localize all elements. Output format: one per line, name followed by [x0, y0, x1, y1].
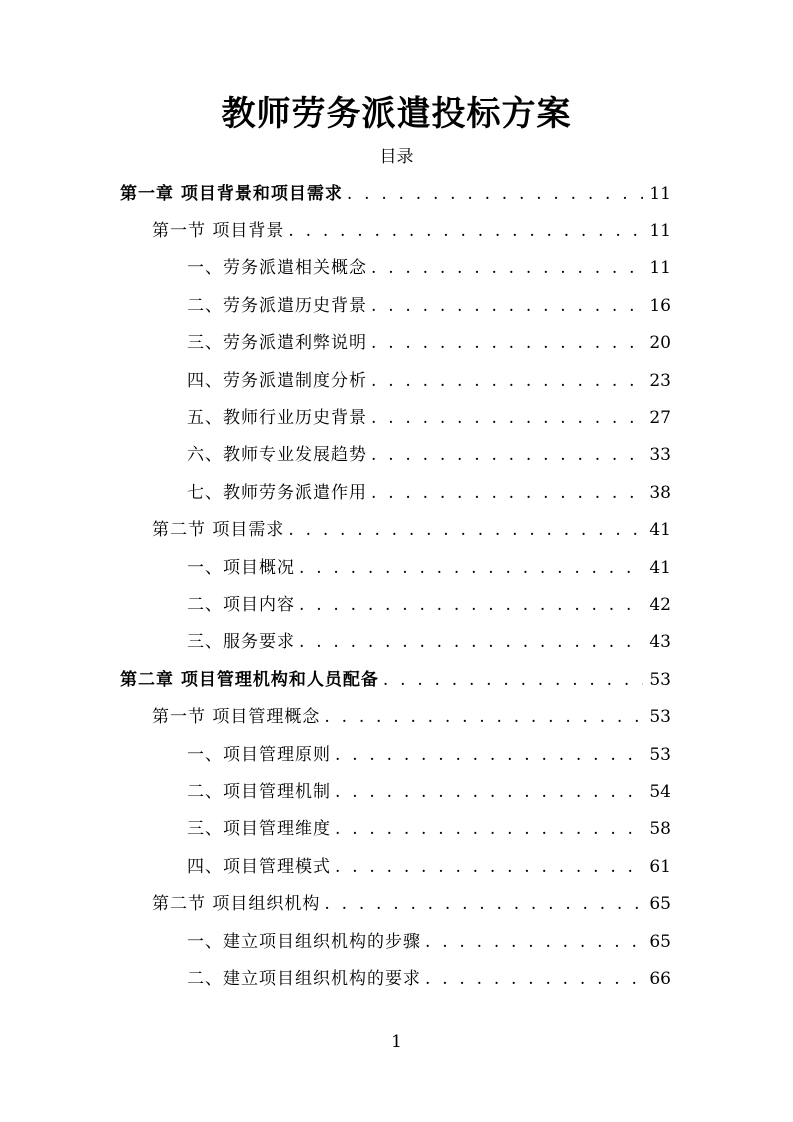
toc-entry-page: 53 [649, 744, 671, 765]
toc-entry[interactable] [0, 586, 793, 623]
toc-entry-page: 20 [649, 333, 671, 354]
toc-dot-leader [335, 817, 643, 841]
toc-entry-label: 三、劳务派遣利弊说明 [187, 333, 367, 354]
toc-entry[interactable] [0, 212, 793, 249]
toc-entry[interactable] [0, 960, 793, 997]
toc-entry-label: 四、项目管理模式 [187, 856, 331, 877]
toc-entry-label: 二、项目管理机制 [187, 781, 331, 802]
document-title: 教师劳务派遣投标方案 [221, 94, 572, 134]
toc-entry-label: 三、服务要求 [187, 632, 295, 653]
toc-dot-leader [371, 406, 643, 430]
toc-entry-page: 65 [649, 894, 671, 915]
page-number: 1 [391, 1032, 402, 1052]
toc-entry-label: 三、项目管理维度 [187, 819, 331, 840]
toc-entry[interactable] [0, 698, 793, 735]
toc-dot-leader [371, 331, 643, 355]
toc-dot-leader [371, 256, 643, 280]
toc-entry-label: 二、劳务派遣历史背景 [187, 295, 367, 316]
toc-entry-label: 一、项目管理原则 [187, 744, 331, 765]
toc-entry-label: 五、教师行业历史背景 [187, 408, 367, 429]
toc-dot-leader [335, 855, 643, 879]
toc-dot-leader [335, 743, 643, 767]
toc-entry-page: 11 [649, 221, 671, 242]
toc-entry[interactable] [0, 848, 793, 885]
toc-dot-leader [288, 518, 643, 542]
toc-dot-leader [371, 294, 643, 318]
toc-entry-label: 一、建立项目组织机构的步骤 [187, 931, 421, 952]
toc-entry-page: 41 [649, 520, 671, 541]
toc-entry[interactable] [0, 362, 793, 399]
toc-dot-leader [288, 219, 643, 243]
toc-entry-label: 第一节 项目背景 [152, 221, 285, 242]
toc-entry-page: 53 [649, 669, 671, 690]
toc-dot-leader [425, 930, 643, 954]
toc-entry-page: 41 [649, 557, 671, 578]
toc-dot-leader [324, 892, 643, 916]
toc-entry[interactable] [0, 512, 793, 549]
toc-entry[interactable] [0, 885, 793, 922]
toc-entry-page: 33 [649, 445, 671, 466]
toc-entry[interactable] [0, 549, 793, 586]
toc-dot-leader [371, 481, 643, 505]
toc-entry[interactable] [0, 437, 793, 474]
toc-dot-leader [324, 705, 643, 729]
toc-heading: 目录 [379, 147, 414, 167]
toc-entry-page: 11 [649, 183, 671, 204]
toc-entry-page: 61 [649, 856, 671, 877]
toc-entry[interactable] [0, 624, 793, 661]
toc-entry[interactable] [0, 811, 793, 848]
toc-entry-page: 23 [649, 370, 671, 391]
toc-entry-label: 二、项目内容 [187, 594, 295, 615]
toc-dot-leader [299, 556, 643, 580]
toc-entry-label: 第一章 项目背景和项目需求 [120, 183, 343, 204]
toc-dot-leader [347, 182, 643, 206]
toc-entry-page: 42 [649, 594, 671, 615]
toc-entry[interactable] [0, 325, 793, 362]
toc-entry-page: 54 [649, 781, 671, 802]
toc-dot-leader [335, 780, 643, 804]
toc-entry-label: 六、教师专业发展趋势 [187, 445, 367, 466]
toc-entry-page: 11 [649, 258, 671, 279]
toc-entry[interactable] [0, 773, 793, 810]
toc-entry-label: 一、劳务派遣相关概念 [187, 258, 367, 279]
toc-dot-leader [425, 967, 643, 991]
table-of-contents [0, 175, 793, 998]
toc-entry[interactable] [0, 661, 793, 698]
toc-dot-leader [299, 630, 643, 654]
toc-entry-label: 第二节 项目组织机构 [152, 894, 321, 915]
toc-entry-label: 四、劳务派遣制度分析 [187, 370, 367, 391]
toc-entry-label: 第二节 项目需求 [152, 520, 285, 541]
toc-entry[interactable] [0, 474, 793, 511]
toc-entry-label: 一、项目概况 [187, 557, 295, 578]
toc-entry-page: 66 [649, 968, 671, 989]
toc-entry-label: 第一节 项目管理概念 [152, 707, 321, 728]
toc-entry-page: 16 [649, 295, 671, 316]
toc-entry[interactable] [0, 399, 793, 436]
toc-entry[interactable] [0, 736, 793, 773]
toc-entry-page: 65 [649, 931, 671, 952]
toc-entry[interactable] [0, 923, 793, 960]
toc-entry-page: 27 [649, 408, 671, 429]
toc-entry-page: 53 [649, 707, 671, 728]
toc-entry-page: 58 [649, 819, 671, 840]
toc-entry-label: 七、教师劳务派遣作用 [187, 482, 367, 503]
toc-entry-label: 二、建立项目组织机构的要求 [187, 968, 421, 989]
toc-dot-leader [299, 593, 643, 617]
toc-dot-leader [371, 443, 643, 467]
toc-entry-page: 38 [649, 482, 671, 503]
toc-dot-leader [383, 668, 643, 692]
toc-dot-leader [371, 369, 643, 393]
toc-entry[interactable] [0, 175, 793, 212]
toc-entry[interactable] [0, 287, 793, 324]
toc-entry[interactable] [0, 250, 793, 287]
toc-entry-page: 43 [649, 632, 671, 653]
toc-entry-label: 第二章 项目管理机构和人员配备 [120, 669, 379, 690]
